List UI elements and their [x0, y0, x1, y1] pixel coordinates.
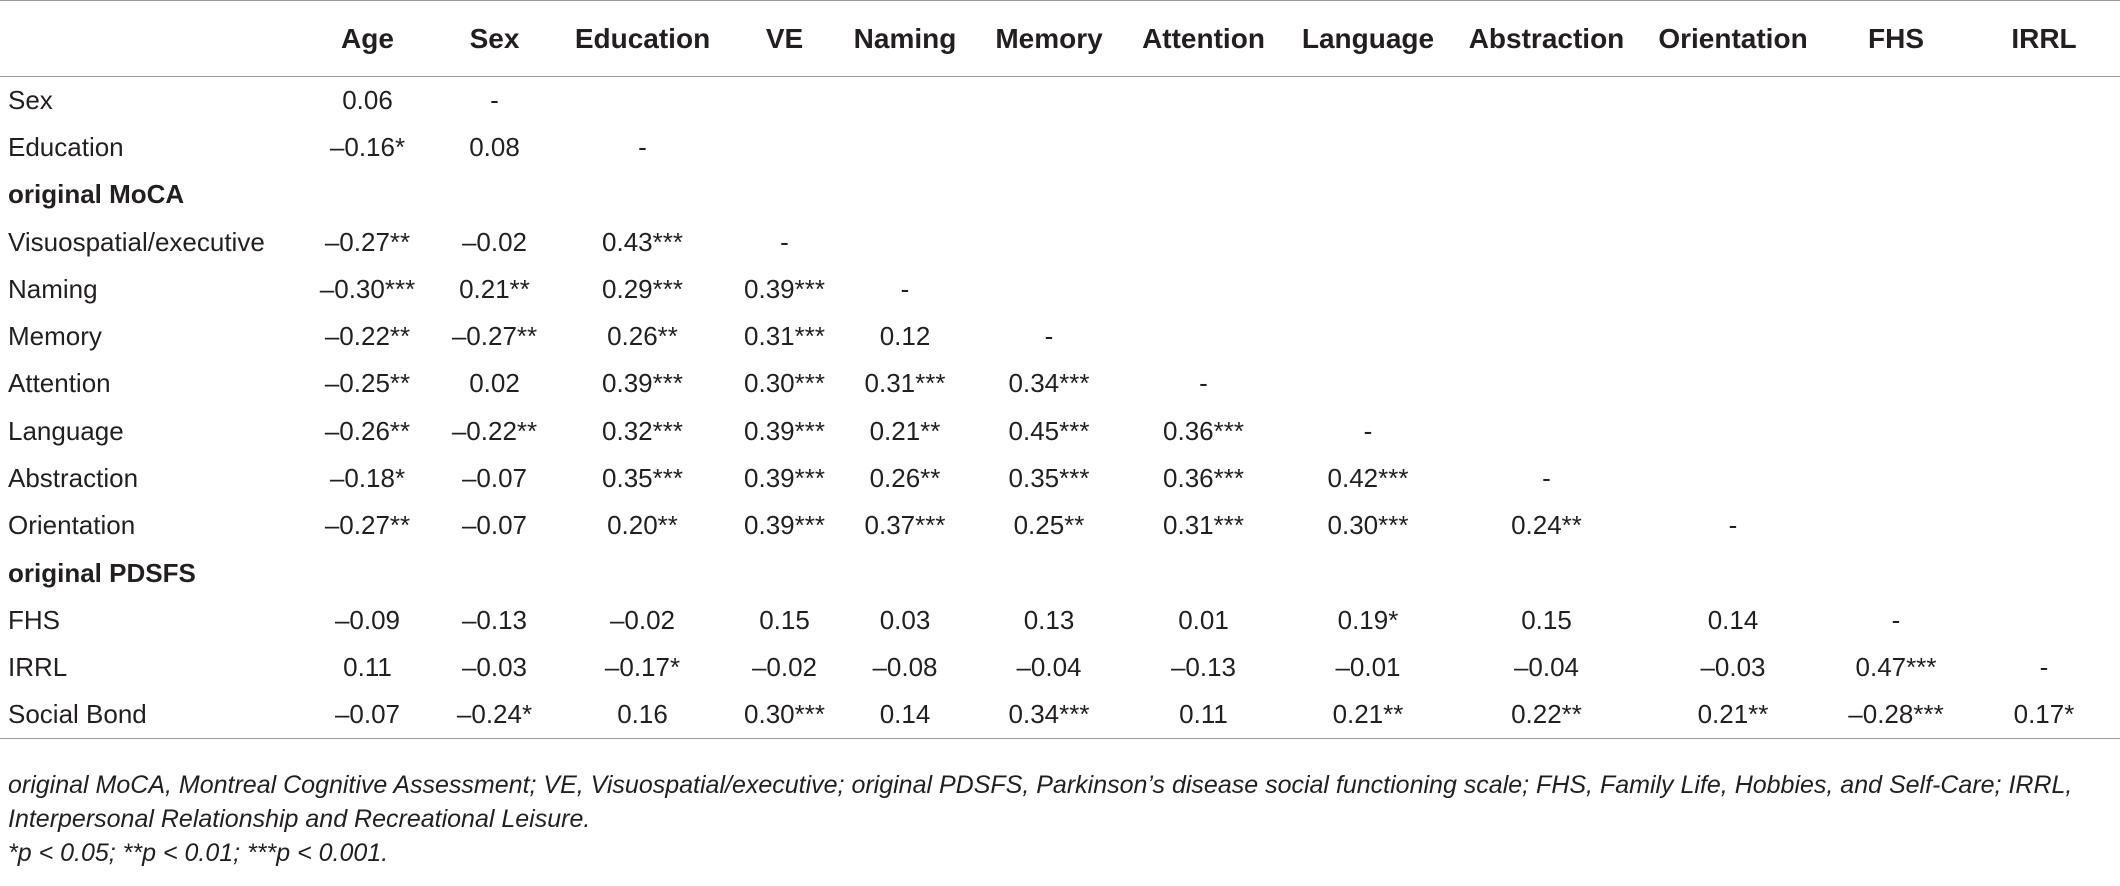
header-cell-memory: Memory — [976, 1, 1122, 77]
table-row — [0, 77, 2120, 124]
correlation-cell: 0.14 — [1707, 604, 1759, 635]
correlation-cell: –0.07 — [296, 691, 439, 738]
correlation-cell: –0.09 — [334, 604, 401, 635]
section-heading-row — [0, 171, 2120, 218]
correlation-cell — [1285, 124, 1451, 171]
correlation-cell — [1824, 313, 1968, 360]
correlation-cell: 0.39*** — [744, 510, 825, 541]
correlation-cell — [1968, 360, 2120, 407]
section-heading-row — [0, 549, 2120, 596]
correlation-cell: –0.08 — [872, 652, 938, 683]
correlation-cell — [1451, 266, 1642, 313]
correlation-cell — [1285, 77, 1451, 124]
correlation-cell: 0.25** — [1013, 510, 1085, 541]
correlation-cell: 0.45*** — [1008, 415, 1090, 446]
correlation-cell: 0.15 — [1521, 604, 1572, 635]
correlation-cell — [1122, 313, 1285, 360]
header-cell-attention: Attention — [1122, 1, 1285, 77]
correlation-cell: –0.28*** — [1824, 691, 1968, 738]
correlation-cell: - — [1542, 463, 1551, 494]
header-cell-blank — [0, 1, 296, 77]
correlation-cell: –0.16* — [329, 131, 406, 162]
correlation-cell — [1642, 360, 1824, 407]
header-cell-language: Language — [1285, 1, 1451, 77]
correlation-cell: –0.24* — [439, 691, 550, 738]
correlation-cell: 0.31*** — [1163, 510, 1244, 541]
correlation-cell: –0.04 — [1016, 652, 1082, 683]
correlation-cell: 0.47*** — [1855, 652, 1937, 683]
correlation-cell: –0.25** — [324, 368, 411, 399]
row-label: Attention — [8, 368, 111, 399]
correlation-cell — [976, 266, 1122, 313]
correlation-cell: 0.22** — [1451, 691, 1642, 738]
correlation-cell — [1285, 218, 1451, 265]
correlation-cell: –0.22** — [451, 415, 538, 446]
correlation-cell: –0.04 — [1513, 652, 1580, 683]
correlation-cell: 0.19* — [1337, 604, 1399, 635]
correlation-cell: –0.02 — [609, 604, 676, 635]
correlation-cell — [1824, 360, 1968, 407]
correlation-cell: - — [780, 226, 789, 257]
correlation-cell — [976, 218, 1122, 265]
correlation-cell — [834, 218, 976, 265]
correlation-cell — [1968, 77, 2120, 124]
table-body — [0, 77, 2120, 739]
correlation-cell — [1642, 266, 1824, 313]
row-label: Memory — [8, 321, 102, 352]
correlation-cell: 0.11 — [1122, 691, 1285, 738]
correlation-cell: - — [2039, 652, 2049, 683]
correlation-cell: 0.03 — [879, 604, 931, 635]
table-row — [0, 124, 2120, 171]
significance-note: *p < 0.05; **p < 0.01; ***p < 0.001. — [8, 839, 389, 867]
correlation-cell — [834, 124, 976, 171]
correlation-cell: 0.21** — [1642, 691, 1824, 738]
table-row — [0, 644, 2120, 691]
correlation-cell: –0.22** — [324, 321, 411, 352]
header-cell-fhs: FHS — [1824, 1, 1968, 77]
row-label: Language — [8, 415, 124, 446]
header-cell-sex: Sex — [439, 1, 550, 77]
correlation-cell: - — [490, 84, 499, 115]
correlation-cell — [1285, 266, 1451, 313]
correlation-cell — [1824, 266, 1968, 313]
table-row — [0, 455, 2120, 502]
correlation-cell — [1968, 266, 2120, 313]
correlation-cell: –0.26** — [324, 415, 411, 446]
header-cell-naming: Naming — [834, 1, 976, 77]
table-row — [0, 597, 2120, 644]
section-heading: original MoCA — [8, 179, 185, 210]
row-label: Visuospatial/executive — [8, 226, 265, 257]
header-cell-age: Age — [296, 1, 439, 77]
correlation-cell — [1285, 313, 1451, 360]
header-cell-irrl: IRRL — [1968, 1, 2120, 77]
correlation-cell — [1968, 124, 2120, 171]
correlation-cell: 0.24** — [1511, 510, 1582, 541]
correlation-cell: - — [1728, 510, 1738, 541]
correlation-cell: 0.39*** — [602, 368, 683, 399]
correlation-cell: 0.35*** — [602, 463, 683, 494]
correlation-cell: –0.03 — [461, 652, 528, 683]
correlation-cell: –0.13 — [461, 604, 528, 635]
correlation-cell: 0.06 — [342, 84, 393, 115]
correlation-cell — [976, 124, 1122, 171]
correlation-cell: –0.03 — [1700, 652, 1766, 683]
row-label: FHS — [8, 604, 60, 635]
correlation-cell: –0.17* — [604, 652, 681, 683]
correlation-cell: 0.35*** — [1008, 463, 1090, 494]
correlation-cell: 0.36*** — [1163, 415, 1244, 446]
table-footnotes — [8, 768, 2112, 870]
correlation-cell: 0.26** — [869, 463, 941, 494]
correlation-cell: –0.01 — [1335, 652, 1401, 683]
correlation-cell: –0.13 — [1170, 652, 1237, 683]
correlation-cell: 0.16 — [550, 691, 735, 738]
correlation-cell — [1451, 77, 1642, 124]
correlation-cell — [1968, 597, 2120, 644]
correlation-cell — [1285, 360, 1451, 407]
correlation-cell: –0.07 — [461, 510, 528, 541]
correlation-cell — [1642, 455, 1824, 502]
correlation-cell — [1642, 77, 1824, 124]
correlation-cell: - — [1044, 321, 1054, 352]
correlation-cell — [1968, 218, 2120, 265]
correlation-cell: - — [638, 131, 647, 162]
correlation-cell: –0.02 — [751, 652, 818, 683]
correlation-cell — [1968, 313, 2120, 360]
table-row — [0, 360, 2120, 407]
correlation-cell — [1642, 218, 1824, 265]
correlation-cell — [976, 77, 1122, 124]
correlation-cell — [1824, 408, 1968, 455]
section-heading: original PDSFS — [8, 557, 196, 588]
correlation-cell: 0.13 — [1023, 604, 1075, 635]
correlation-cell: 0.11 — [343, 652, 392, 683]
correlation-cell: 0.02 — [469, 368, 520, 399]
row-label: Orientation — [8, 510, 136, 541]
row-label: Education — [8, 131, 124, 162]
correlation-cell: 0.30*** — [735, 691, 834, 738]
row-label: Naming — [8, 273, 98, 304]
correlation-cell — [1451, 408, 1642, 455]
correlation-cell — [834, 77, 976, 124]
row-label: Sex — [8, 84, 53, 115]
correlation-cell — [1451, 360, 1642, 407]
correlation-cell: 0.34*** — [1008, 368, 1090, 399]
correlation-cell — [1642, 124, 1824, 171]
correlation-cell: –0.27** — [324, 510, 411, 541]
correlation-cell: 0.21** — [459, 273, 530, 304]
correlation-cell — [1824, 77, 1968, 124]
correlation-cell — [1968, 502, 2120, 549]
correlation-cell: –0.18* — [329, 463, 406, 494]
correlation-cell: 0.34*** — [976, 691, 1122, 738]
row-label: IRRL — [8, 652, 68, 683]
correlation-cell: 0.01 — [1178, 604, 1229, 635]
table-row — [0, 691, 2120, 738]
correlation-cell — [1642, 408, 1824, 455]
correlation-cell: 0.15 — [759, 604, 810, 635]
correlation-cell: –0.02 — [461, 226, 528, 257]
correlation-cell: 0.14 — [834, 691, 976, 738]
correlation-cell: 0.21** — [869, 415, 941, 446]
correlation-cell: –0.27** — [324, 226, 411, 257]
correlation-cell: 0.37*** — [864, 510, 946, 541]
correlation-cell: 0.39*** — [744, 415, 825, 446]
correlation-cell: 0.30*** — [1327, 510, 1409, 541]
correlation-cell: - — [1891, 604, 1901, 635]
table-row — [0, 266, 2120, 313]
correlation-cell: 0.36*** — [1163, 463, 1244, 494]
correlation-cell: - — [900, 273, 910, 304]
correlation-cell — [1968, 408, 2120, 455]
correlation-cell: 0.31*** — [864, 368, 946, 399]
correlation-cell: –0.07 — [461, 463, 528, 494]
correlation-cell — [1824, 124, 1968, 171]
correlation-cell: 0.12 — [879, 321, 931, 352]
correlation-cell — [1451, 218, 1642, 265]
correlation-cell — [735, 124, 834, 171]
table-header-row — [0, 1, 2120, 77]
correlation-cell — [1451, 313, 1642, 360]
correlation-cell — [1824, 218, 1968, 265]
correlation-cell: - — [1363, 415, 1373, 446]
table-row — [0, 408, 2120, 455]
correlation-cell — [550, 77, 735, 124]
correlation-cell — [1122, 124, 1285, 171]
abbreviation-note: original MoCA, Montreal Cognitive Assessment; VE, Visuospatial/executive; original PDSFS, Parkinson’s disease social functioning scale; FHS, Family Life, Hobbies, and Self-Care; IRRL, Interpersonal Relationship and Recreational Leisure. — [8, 771, 2073, 833]
correlation-cell — [735, 77, 834, 124]
correlation-cell: –0.30*** — [319, 273, 416, 304]
correlation-cell: 0.43*** — [602, 226, 683, 257]
correlation-cell: 0.26** — [607, 321, 678, 352]
correlation-cell: 0.42*** — [1327, 463, 1409, 494]
correlation-cell: 0.21** — [1285, 691, 1451, 738]
correlation-cell: 0.32*** — [602, 415, 683, 446]
correlation-cell: 0.39*** — [744, 463, 825, 494]
correlation-cell: 0.31*** — [744, 321, 825, 352]
correlation-cell: 0.20** — [607, 510, 678, 541]
correlation-cell — [1122, 218, 1285, 265]
correlation-cell — [1642, 313, 1824, 360]
correlation-cell: 0.08 — [469, 131, 520, 162]
row-label: Social Bond — [0, 691, 296, 738]
table-row — [0, 313, 2120, 360]
correlation-cell — [1968, 455, 2120, 502]
correlation-cell — [1824, 455, 1968, 502]
header-cell-abstraction: Abstraction — [1451, 1, 1642, 77]
correlation-cell: 0.29*** — [602, 273, 683, 304]
correlation-cell: 0.39*** — [744, 273, 825, 304]
row-label: Abstraction — [8, 463, 139, 494]
correlation-cell: - — [1199, 368, 1208, 399]
header-cell-orientation: Orientation — [1642, 1, 1824, 77]
correlation-cell: 0.30*** — [744, 368, 825, 399]
correlation-cell: 0.17* — [1968, 691, 2120, 738]
header-cell-education: Education — [550, 1, 735, 77]
correlation-cell — [1122, 77, 1285, 124]
correlation-cell: –0.27** — [451, 321, 538, 352]
correlation-cell — [1824, 502, 1968, 549]
header-cell-ve: VE — [735, 1, 834, 77]
table-row — [0, 502, 2120, 549]
table-row — [0, 218, 2120, 265]
correlation-cell — [1122, 266, 1285, 313]
correlation-cell — [1451, 124, 1642, 171]
